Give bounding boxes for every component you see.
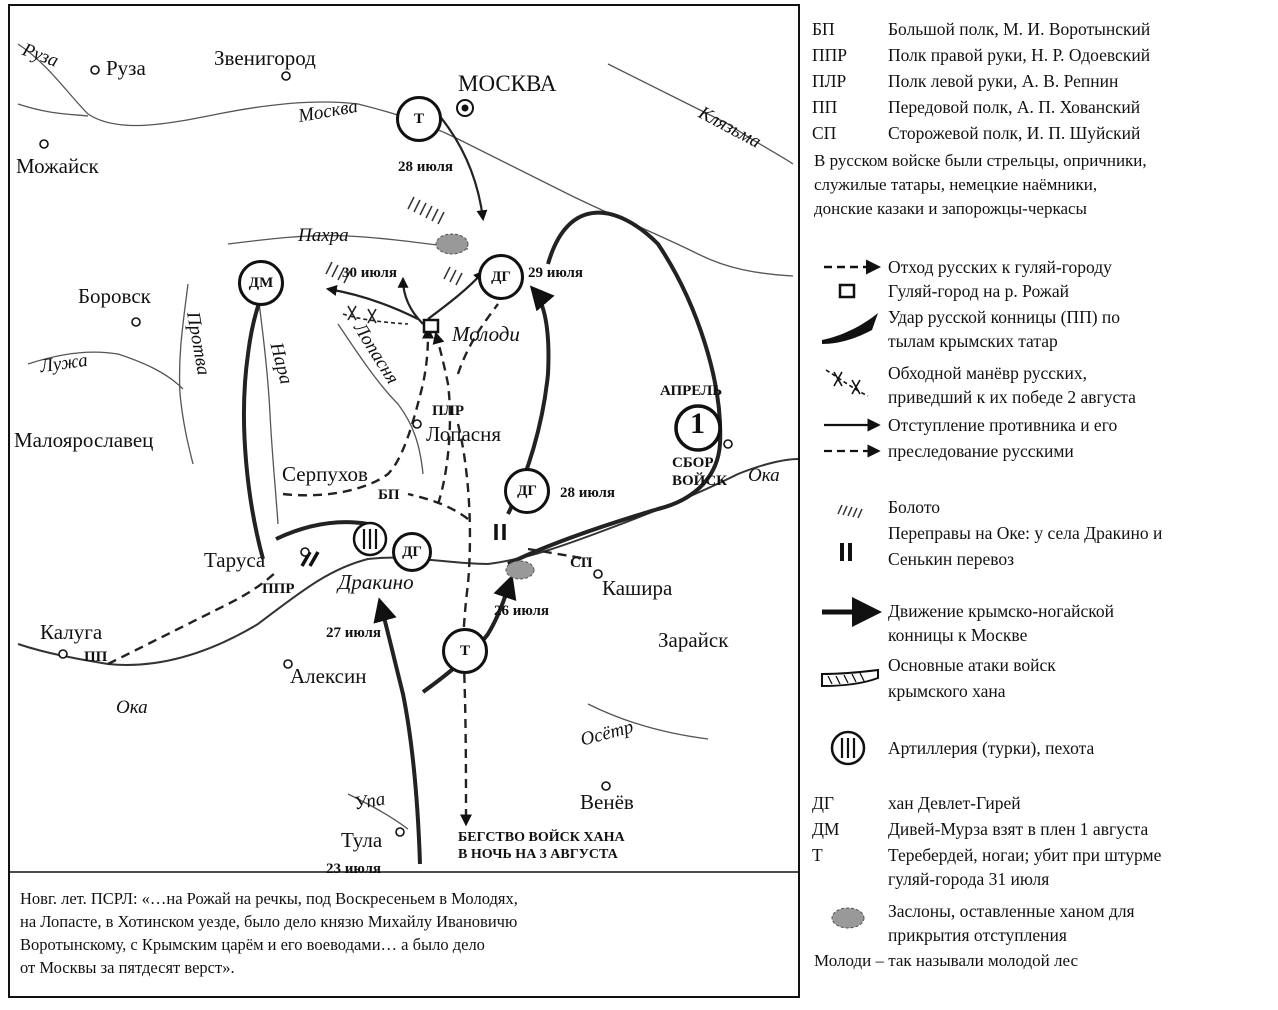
legend-swamp-text: Болото: [888, 497, 940, 517]
city-serpukhov: Серпухов: [282, 462, 368, 486]
legend-flank-text-1: Обходной манёвр русских,: [888, 363, 1088, 383]
unit-sp: СП: [570, 555, 593, 571]
city-borovsk: Боровск: [78, 284, 151, 308]
symbol-t-south: Т: [442, 628, 488, 674]
river-osyotr-label: Осётр: [578, 716, 636, 751]
legend-army-note-2: служилые татары, немецкие наёмники,: [814, 175, 1098, 194]
enemy-retreat-lines: [328, 114, 483, 324]
legend-molodi-note: Молоди – так называли молодой лес: [814, 951, 1079, 970]
legend-strike-icon: [822, 313, 878, 344]
river-ruza-label: Руза: [19, 39, 62, 72]
map-drawing: [8, 4, 801, 1000]
quote-line: Воротынскому, с Крымским царём и его воеводами… а было дело: [20, 935, 485, 954]
chronicle-quote: [20, 887, 790, 979]
river-moskva-label: Москва: [296, 95, 360, 128]
gathering-number: 1: [690, 407, 705, 440]
legend-flank-icon: [826, 370, 868, 396]
river-luzha-label: Лужа: [38, 349, 89, 378]
city-mozhaysk: Можайск: [16, 154, 99, 178]
city-aleksin: Алексин: [290, 664, 367, 688]
legend-attacks-text-1: Основные атаки войск: [888, 655, 1056, 675]
map-panel: [8, 4, 801, 1000]
legend-retreat-text: Отход русских к гуляй-городу: [888, 257, 1112, 277]
label-flight-2: В НОЧЬ НА 3 АВГУСТА: [458, 847, 618, 862]
protva-river: [180, 284, 193, 464]
screen-oka: [506, 561, 534, 579]
label-gathering-1: СБОР: [672, 455, 714, 471]
city-zvenigorod: Звенигород: [214, 46, 316, 70]
label-gathering-2: ВОЙСК: [672, 473, 728, 489]
river-klyazma-label: Клязьма: [695, 102, 765, 153]
label-flight-1: БЕГСТВО ВОЙСК ХАНА: [458, 830, 625, 845]
legend-screens-text-2: прикрытия отступления: [888, 925, 1067, 945]
symbol-t-north: Т: [396, 96, 442, 142]
city-molodi: Молоди: [452, 322, 520, 346]
city-tula: Тула: [341, 828, 383, 852]
legend-screen-icon: [832, 908, 864, 928]
legend-army-note-3: донские казаки и запорожцы-черкасы: [814, 199, 1087, 218]
river-protva-label: Протва: [182, 310, 214, 377]
city-venev: Венёв: [580, 790, 634, 814]
ruza-river: [18, 104, 88, 116]
quote-line: на Лопасте, в Хотинском уезде, было дело князю Михайлу Ивановичю: [20, 912, 518, 931]
city-moscow: МОСКВА: [458, 71, 557, 96]
date-jul29: 29 июля: [528, 265, 584, 281]
river-nara-label: Нара: [265, 340, 297, 387]
river-upa-label: Упа: [352, 788, 387, 815]
legend-army-note-1: В русском войске были стрельцы, опричники,: [814, 151, 1147, 170]
moscow-dot: [457, 100, 473, 116]
legend-crossings-text-1: Переправы на Оке: у села Дракино и: [888, 523, 1163, 543]
city-kaluga: Калуга: [40, 620, 103, 644]
legend-movement-text-2: конницы к Москве: [888, 625, 1028, 645]
legend-swamp-icon: [838, 505, 862, 518]
symbol-dg-east: ДГ: [504, 468, 550, 514]
city-ruza: Руза: [106, 56, 146, 80]
legend-person-t-cont: гуляй-города 31 июля: [888, 869, 1050, 889]
legend-movement-text-1: Движение крымско-ногайской: [888, 601, 1115, 621]
nara-river: [258, 294, 278, 524]
legend-flank-text-2: приведший к их победе 2 августа: [888, 387, 1136, 407]
river-oka-east-label: Ока: [748, 465, 780, 486]
symbol-dg-north: ДГ: [478, 254, 524, 300]
symbol-dg-oka: ДГ: [392, 532, 432, 572]
legend-panel: БП Большой полк, М. И. Воротынский ППР Полк правой руки, Н. Р. Одоевский ПЛР Полк левой руки, А. В. Репнин ПП Передовой полк, А. П. Хованский СП Сторожевой полк, И. П. Шуйский В русском войске были стрельцы, опричники, служилые татары, немецкие наёмники, донские казаки и запорожцы-черкасы Отход русских к гуляй-городу Гуляй-город на р. Рожай Удар русской конницы (ПП) по тылам крымских татар Обходной манёвр русских, приведший к их победе 2 августа Отступление противника и его преследование русскими Болото Переправы на Оке: у села Дракино и Сенькин перевоз Движение крымско-ногайской конницы к Москве Основные атаки войск крымского хана Артиллерия (турки), пехота ДГ хан Девлет-Гирей ДМ Дивей-Мурза взят в плен 1 августа Т Теребердей, ногаи; убит при штурме гуляй-города 31 июля Заслоны, оставленные ханом для прикрытия отступления Молоди – так называли молодой лес: [812, 8, 1272, 998]
unit-bp: БП: [378, 487, 400, 503]
unit-pp: ПП: [84, 649, 108, 665]
gulyay-gorod-marker: [424, 320, 438, 332]
date-jul23: 23 июля: [326, 861, 382, 877]
city-kashira: Кашира: [602, 576, 673, 600]
river-lopasnya-label: Лопасня: [349, 319, 403, 388]
legend-screens-text-1: Заслоны, оставленные ханом для: [888, 901, 1135, 921]
unit-ppr: ППР: [262, 581, 295, 597]
city-maloyaroslavets: Малоярославец: [14, 428, 154, 452]
legend-strike-text-1: Удар русской конницы (ПП) по: [888, 307, 1121, 327]
date-jul28-east: 28 июля: [560, 485, 616, 501]
date-jul30: 30 июля: [342, 265, 398, 281]
date-jul27: 27 июля: [326, 625, 382, 641]
legend-enemy-retreat-text-1: Отступление противника и его: [888, 415, 1118, 435]
unit-plr: ПЛР: [432, 403, 465, 419]
quote-line: от Москвы за пятдесят верст».: [20, 958, 235, 977]
date-jul26: 26 июля: [494, 603, 550, 619]
symbol-dm: ДМ: [238, 260, 284, 306]
date-jul28-north: 28 июля: [398, 159, 454, 175]
legend-gulyay-icon: [840, 285, 854, 297]
legend-crossing-icon: [842, 543, 850, 561]
legend-enemy-retreat-text-2: преследование русскими: [888, 441, 1074, 461]
quote-line: Новг. лет. ПСРЛ: «…на Рожай на речкы, под Воскресеньем в Молодях,: [20, 889, 518, 908]
city-zaraysk: Зарайск: [658, 628, 729, 652]
legend-attack-icon: [822, 670, 878, 686]
artillery-symbol: [354, 523, 386, 555]
legend-crossings-text-2: Сенькин перевоз: [888, 549, 1015, 569]
label-april: АПРЕЛЬ: [660, 383, 723, 399]
legend-attacks-text-2: крымского хана: [888, 681, 1006, 701]
city-tarusa: Таруса: [204, 548, 266, 572]
legend-artillery-text: Артиллерия (турки), пехота: [888, 738, 1095, 758]
cavalry-movement-lines: [244, 213, 723, 864]
river-pakhra-label: Пахра: [298, 225, 349, 246]
legend-gulyay-text: Гуляй-город на р. Рожай: [888, 281, 1070, 301]
city-drakino: Дракино: [338, 570, 414, 594]
screen-moscow: [436, 234, 468, 254]
river-oka-west-label: Ока: [116, 697, 148, 718]
city-lopasnya: Лопасня: [426, 422, 501, 446]
legend-strike-text-2: тылам крымских татар: [888, 331, 1058, 351]
